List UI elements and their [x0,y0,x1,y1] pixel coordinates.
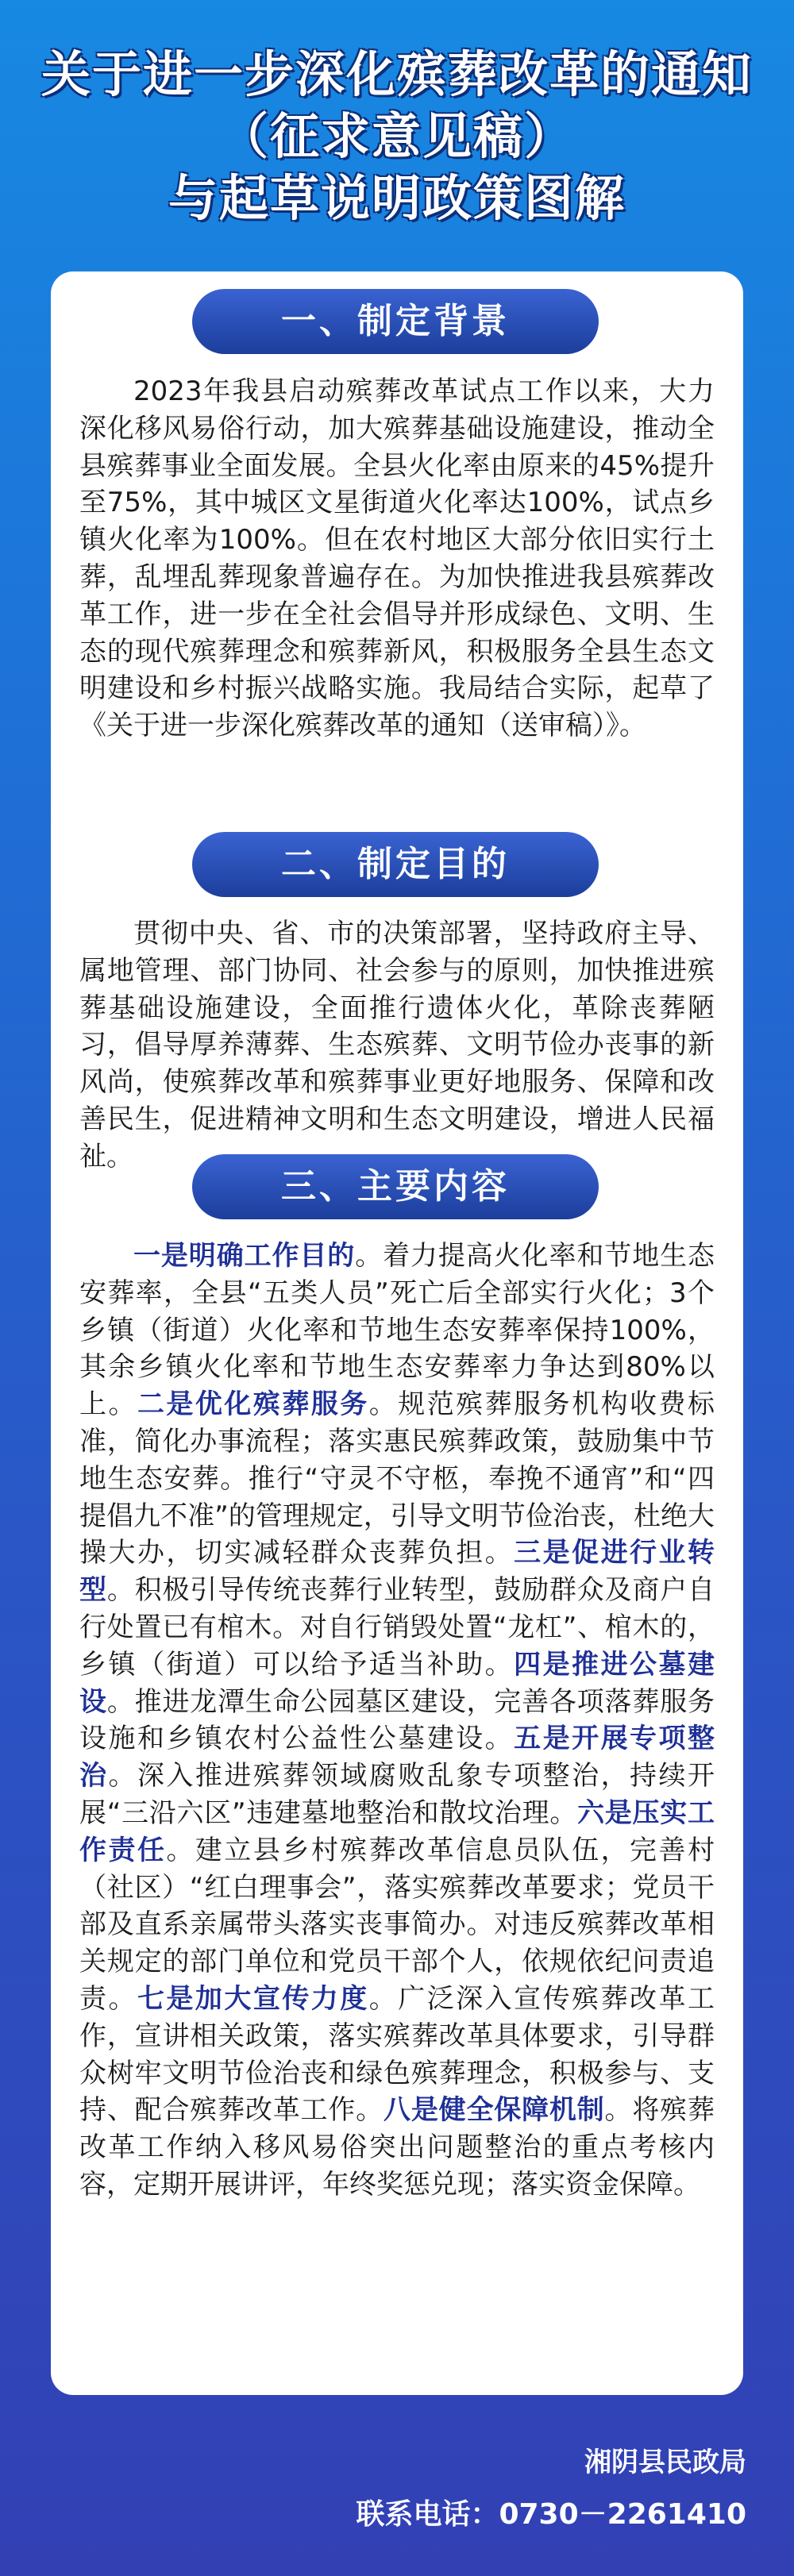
title-line-3: 与起草说明政策图解 [168,169,626,227]
footer-contact-label: 联系电话： [356,2498,499,2531]
item-7-lead: 七是加大宣传力度 [137,1982,369,2015]
footer-phone: 0730－2261410 [499,2498,746,2531]
item-6-text: 。建立县乡村殡葬改革信息员队伍，完善村（社区）“红白理事会”，落实殡葬改革要求；党员干部及直系亲属带头落实丧事简办。对违反殡葬改革相关规定的部门单位和党员干部个人，依规依纪问责追责。 [79,1834,715,2015]
content-panel [51,271,743,2395]
item-3-text: 。积极引导传统丧葬行业转型，鼓励群众及商户自行处置已有棺木。对自行销毁处置“龙杠”、棺木的，乡镇（街道）可以给予适当补助。 [79,1574,715,1681]
item-7-text: 。广泛深入宣传殡葬改革工作，宣讲相关政策，落实殡葬改革具体要求，引导群众树牢文明节俭治丧和绿色殡葬理念，积极参与、支持、配合殡葬改革工作。 [79,1982,715,2127]
item-4-text: 。推进龙潭生命公园墓区建设，完善各项落葬服务设施和乡镇农村公益性公墓建设。 [79,1685,715,1755]
item-2-text: 。规范殡葬服务机构收费标准，简化办事流程；落实惠民殡葬政策，鼓励集中节地生态安葬。推行“守灵不守柩，奉挽不通宵”和“四提倡九不准”的管理规定，引导文明节俭治丧，杜绝大操大办，切实减轻群众丧葬负担。 [79,1388,715,1569]
section-background-body: 2023年我县启动殡葬改革试点工作以来，大力深化移风易俗行动，加大殡葬基础设施建设，推动全县殡葬事业全面发展。全县火化率由原来的45%提升至75%，其中城区文星街道火化率达100%，试点乡镇火化率为100%。但在农村地区大部分依旧实行土葬，乱埋乱葬现象普遍存在。为加快推进我县殡葬改革工作，进一步在全社会倡导并形成绿色、文明、生态的现代殡葬理念和殡葬新风，积极服务全县生态文明建设和乡村振兴战略实施。我局结合实际，起草了《关于进一步深化殡葬改革的通知（送审稿）》。 [79,375,715,742]
item-4-lead: 四是推进公墓建设 [79,1648,715,1718]
title-line-1: 关于进一步深化殡葬改革的通知 [40,45,753,103]
item-2-lead: 二是优化殡葬服务 [137,1388,369,1421]
section-heading-content: 三、主要内容 [192,1154,599,1219]
item-8-lead: 八是健全保障机制 [384,2094,605,2127]
footer-org: 湘阴县民政局 [584,2447,746,2478]
item-1-lead: 一是明确工作目的 [133,1240,356,1272]
item-5-text: 。深入推进殡葬领域腐败乱象专项整治，持续开展“三沿六区”违建墓地整治和散坟治理。 [79,1760,715,1829]
section-heading-background: 一、制定背景 [192,289,599,354]
section-heading-purpose: 二、制定目的 [192,832,599,897]
page-title [0,44,794,229]
section-purpose-body: 贯彻中央、省、市的决策部署，坚持政府主导、属地管理、部门协同、社会参与的原则，加快推进殡葬基础设施建设，全面推行遗体火化，革除丧葬陋习，倡导厚养薄葬、生态殡葬、文明节俭办丧事的新风尚，使殡葬改革和殡葬事业更好地服务、保障和改善民生，促进精神文明和生态文明建设，增进人民福祉。 [79,918,715,1172]
section-content-body [79,1238,715,2204]
title-line-2: （征求意见稿） [218,107,575,165]
item-5-lead: 五是开展专项整治 [79,1723,715,1792]
item-8-text: 。将殡葬改革工作纳入移风易俗突出问题整治的重点考核内容，定期开展讲评，年终奖惩兑现；落实资金保障。 [79,2094,715,2201]
item-3-lead: 三是促进行业转型 [79,1537,715,1607]
footer-contact [356,2497,746,2533]
item-1-text: 。着力提高火化率和节地生态安葬率，全县“五类人员”死亡后全部实行火化；3个乡镇（街道）火化率和节地生态安葬率保持100%，其余乡镇火化率和节地生态安葬率力争达到80%以上。 [79,1240,715,1421]
item-6-lead: 六是压实工作责任 [79,1796,715,1866]
